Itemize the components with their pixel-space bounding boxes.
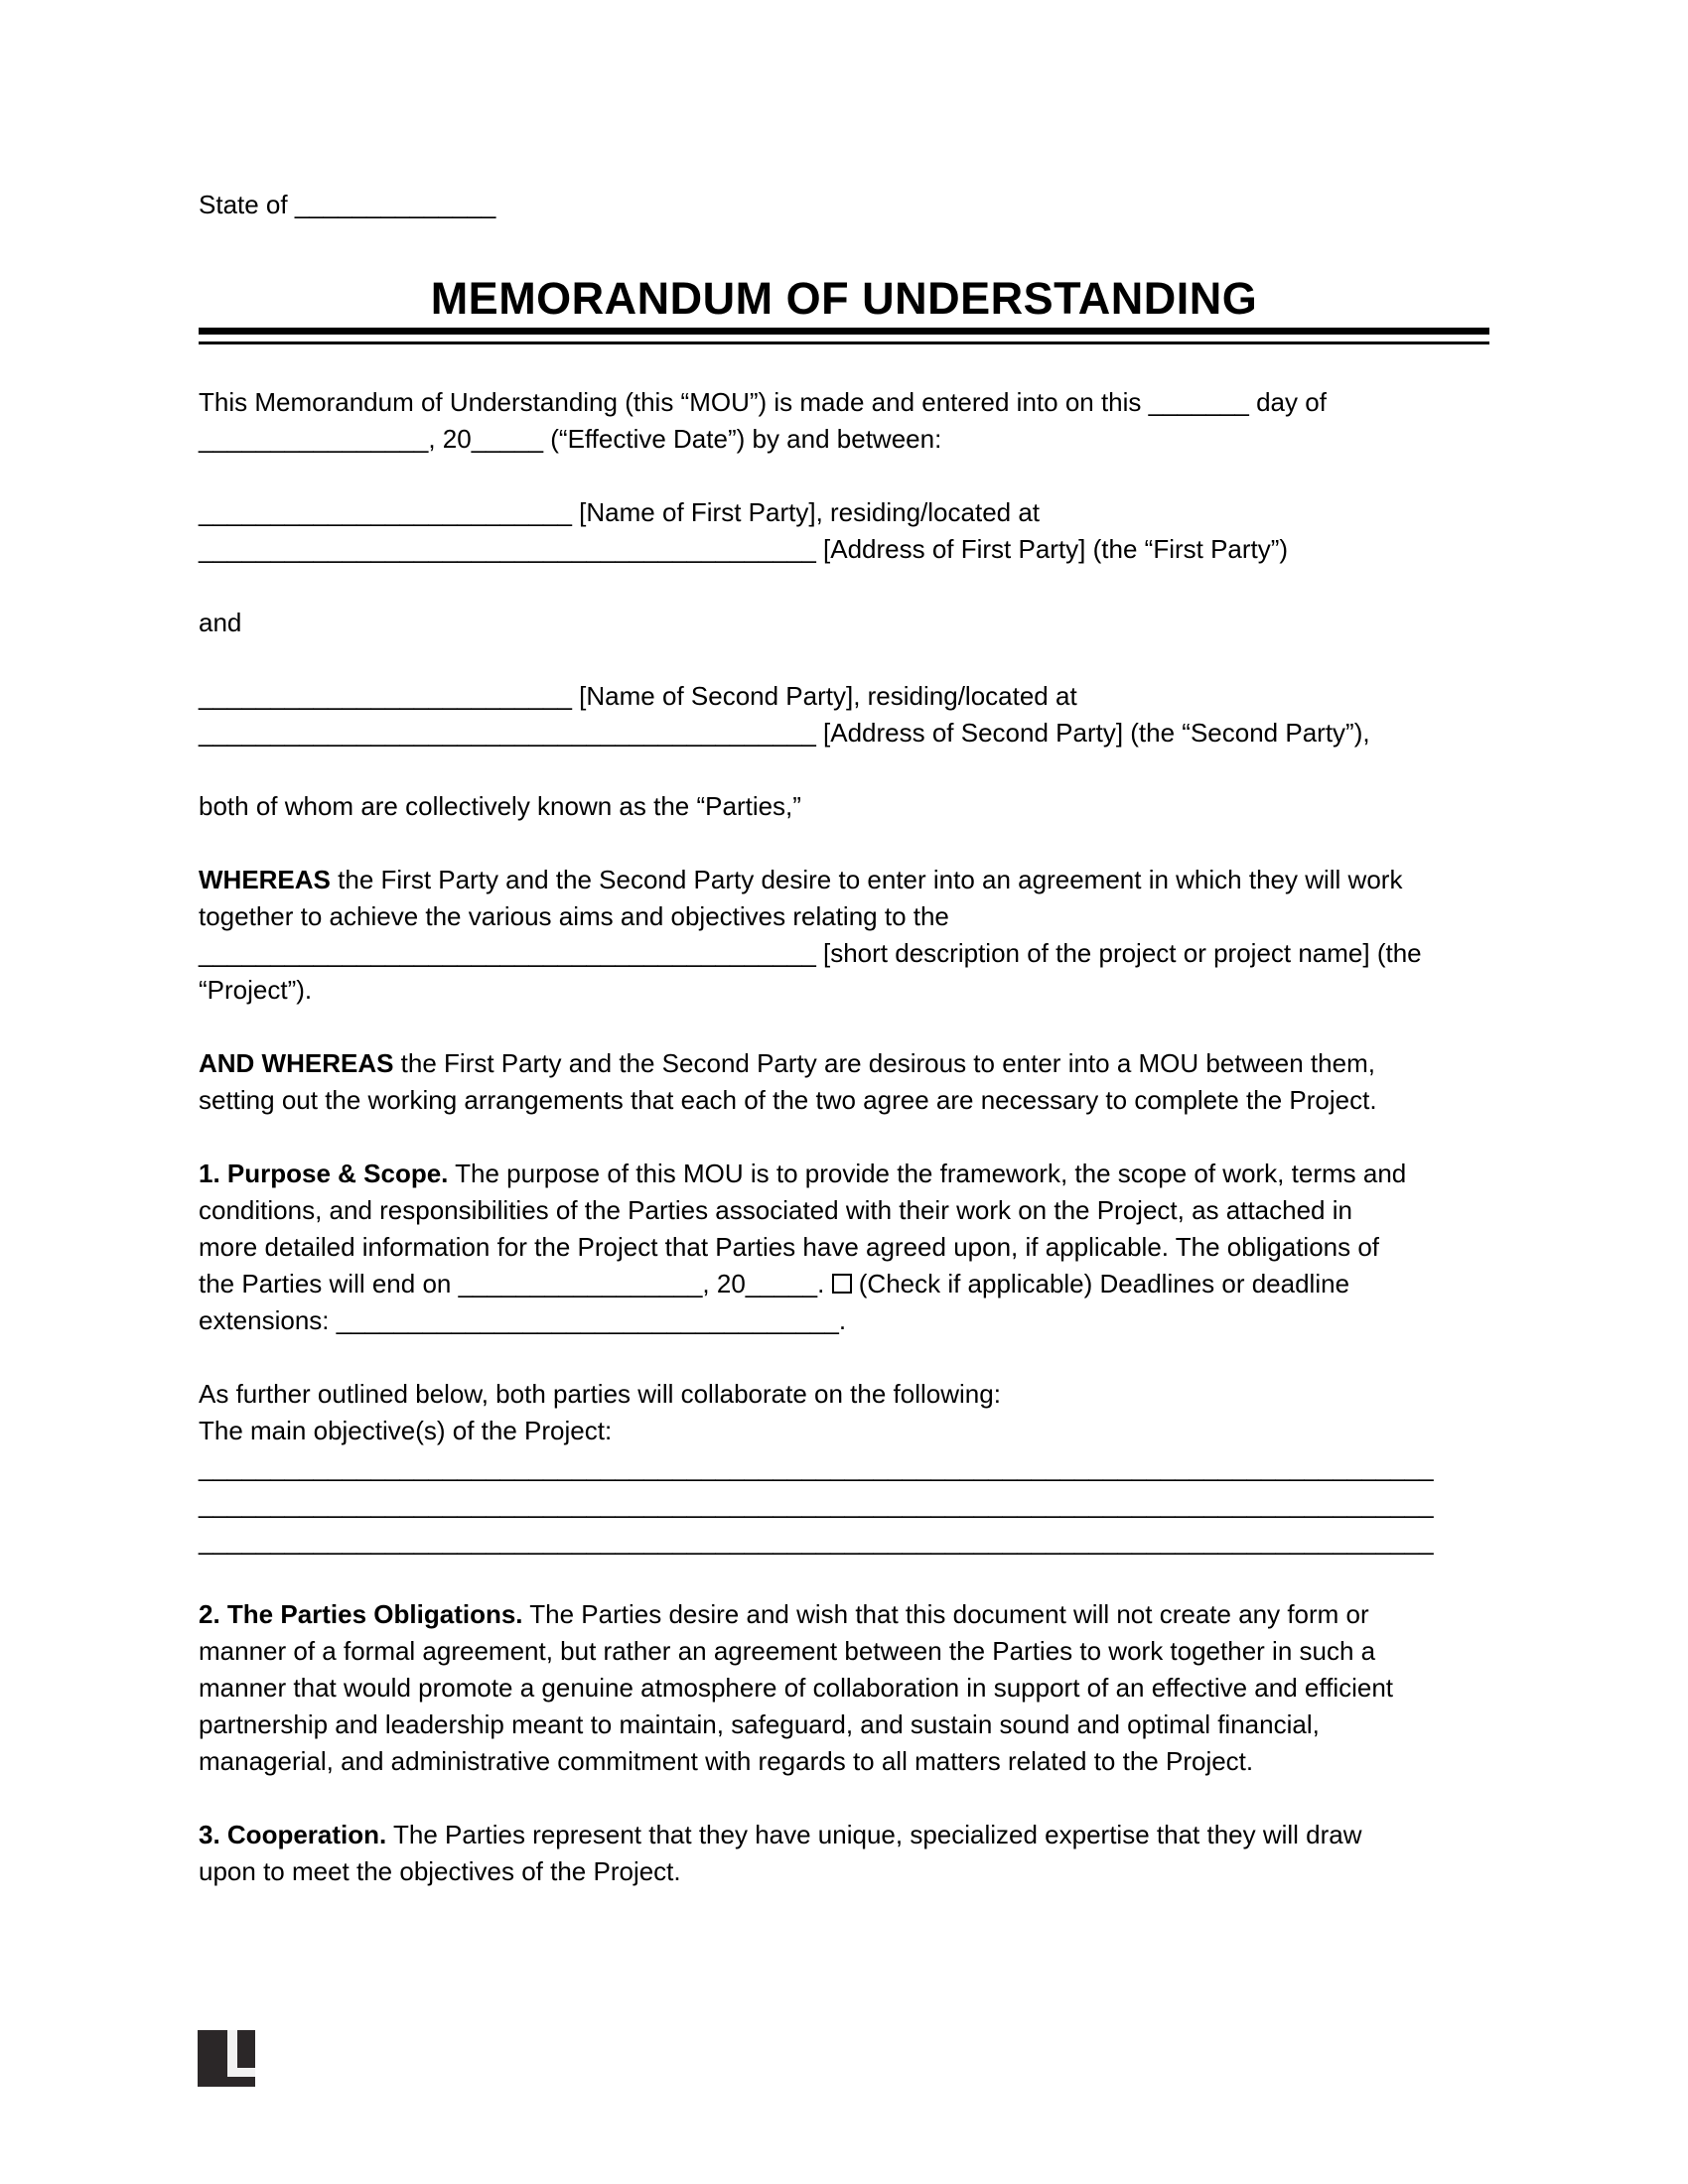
- state-line: State of ______________: [199, 190, 496, 219]
- section-2-line-3: manner that would promote a genuine atmosphere of collaboration in support of an effective and efficient: [199, 1673, 1394, 1703]
- document-title: MEMORANDUM OF UNDERSTANDING: [430, 273, 1258, 324]
- section-1-line-4: [199, 1266, 1489, 1302]
- section-1-line-1-text: The purpose of this MOU is to provide the framework, the scope of work, terms and: [448, 1159, 1407, 1188]
- section-2-heading: 2. The Parties Obligations.: [199, 1599, 523, 1629]
- section-2-parties-obligations: [199, 1596, 1489, 1780]
- whereas-line-1-text: the First Party and the Second Party desire to enter into an agreement in which they will work: [330, 865, 1403, 894]
- and-whereas-clause: [199, 1045, 1489, 1119]
- collaboration-line-1: As further outlined below, both parties will collaborate on the following:: [199, 1379, 1001, 1409]
- whereas-line-4: “Project”).: [199, 975, 313, 1005]
- section-1-line-1: [199, 1156, 1489, 1192]
- section-1-purpose-scope: [199, 1156, 1489, 1339]
- whereas-keyword: WHEREAS: [199, 865, 331, 894]
- collaboration-line-2: The main objective(s) of the Project:: [199, 1416, 613, 1445]
- section-3-line-1: [199, 1817, 1489, 1853]
- section-3-line-1-text: The Parties represent that they have unique, specialized expertise that they will draw: [386, 1820, 1362, 1849]
- section-2-line-1-text: The Parties desire and wish that this document will not create any form or: [522, 1599, 1369, 1629]
- objective-blank-line-2[interactable]: ______________________________________________________________________________________: [199, 1489, 1434, 1519]
- and-connector: and: [199, 608, 242, 637]
- first-party-block: [199, 494, 1489, 568]
- whereas-line-2: together to achieve the various aims and objectives relating to the: [199, 901, 949, 931]
- title-rule-thin: [199, 341, 1489, 344]
- and-whereas-keyword: AND WHEREAS: [199, 1048, 394, 1078]
- whereas-clause: [199, 862, 1489, 1009]
- first-party-address-line: ___________________________________________ [Address of First Party] (the “First Party”): [199, 534, 1289, 564]
- intro-paragraph: [199, 384, 1489, 458]
- objectives-blank-lines: [199, 1449, 1489, 1560]
- section-1-line-4-post: (Check if applicable) Deadlines or deadline: [851, 1269, 1350, 1298]
- logo-l-vertical-bar: [227, 2030, 237, 2068]
- section-1-line-5: extensions: ___________________________________.: [199, 1305, 847, 1335]
- whereas-line-1: [199, 862, 1489, 898]
- and-whereas-line-1-text: the First Party and the Second Party are desirous to enter into a MOU between them,: [393, 1048, 1375, 1078]
- section-1-line-2: conditions, and responsibilities of the Parties associated with their work on the Project, as attached in: [199, 1195, 1352, 1225]
- intro-line-1: This Memorandum of Understanding (this “MOU”) is made and entered into on this _______ day of: [199, 387, 1327, 417]
- collaboration-intro: [199, 1376, 1489, 1449]
- section-3-heading: 3. Cooperation.: [199, 1820, 387, 1849]
- objective-blank-line-3[interactable]: ______________________________________________________________________________________: [199, 1526, 1434, 1556]
- second-party-name-line: __________________________ [Name of Second Party], residing/located at: [199, 681, 1077, 711]
- logo-l-horizontal-bar: [227, 2068, 255, 2077]
- and-whereas-line-1: [199, 1045, 1489, 1082]
- section-2-line-5: managerial, and administrative commitment with regards to all matters related to the Project.: [199, 1746, 1254, 1776]
- parties-collective-line: both of whom are collectively known as the “Parties,”: [199, 791, 801, 821]
- section-2-line-4: partnership and leadership meant to maintain, safeguard, and sustain sound and optimal financial,: [199, 1709, 1320, 1739]
- section-2-line-2: manner of a formal agreement, but rather an agreement between the Parties to work together in such a: [199, 1636, 1376, 1666]
- section-3-cooperation: [199, 1817, 1489, 1890]
- intro-line-2: ________________, 20_____ (“Effective Date”) by and between:: [199, 424, 942, 454]
- legal-templates-logo-icon: [198, 2030, 255, 2087]
- second-party-block: [199, 678, 1489, 751]
- applicable-checkbox-icon[interactable]: [832, 1274, 852, 1294]
- objective-blank-line-1[interactable]: ______________________________________________________________________________________: [199, 1452, 1434, 1482]
- first-party-name-line: __________________________ [Name of First Party], residing/located at: [199, 497, 1041, 527]
- title-rule-thick: [199, 328, 1489, 335]
- section-1-heading: 1. Purpose & Scope.: [199, 1159, 449, 1188]
- section-3-line-2: upon to meet the objectives of the Project.: [199, 1856, 681, 1886]
- section-2-line-1: [199, 1596, 1489, 1633]
- second-party-address-line: ___________________________________________ [Address of Second Party] (the “Second Party”),: [199, 718, 1370, 748]
- whereas-line-3: ___________________________________________ [short description of the project or project name] (the: [199, 938, 1422, 968]
- section-1-line-4-pre: the Parties will end on _________________, 20_____.: [199, 1269, 832, 1298]
- section-1-line-3: more detailed information for the Project that Parties have agreed upon, if applicable. The obligations of: [199, 1232, 1380, 1262]
- and-whereas-line-2: setting out the working arrangements that each of the two agree are necessary to complete the Project.: [199, 1085, 1377, 1115]
